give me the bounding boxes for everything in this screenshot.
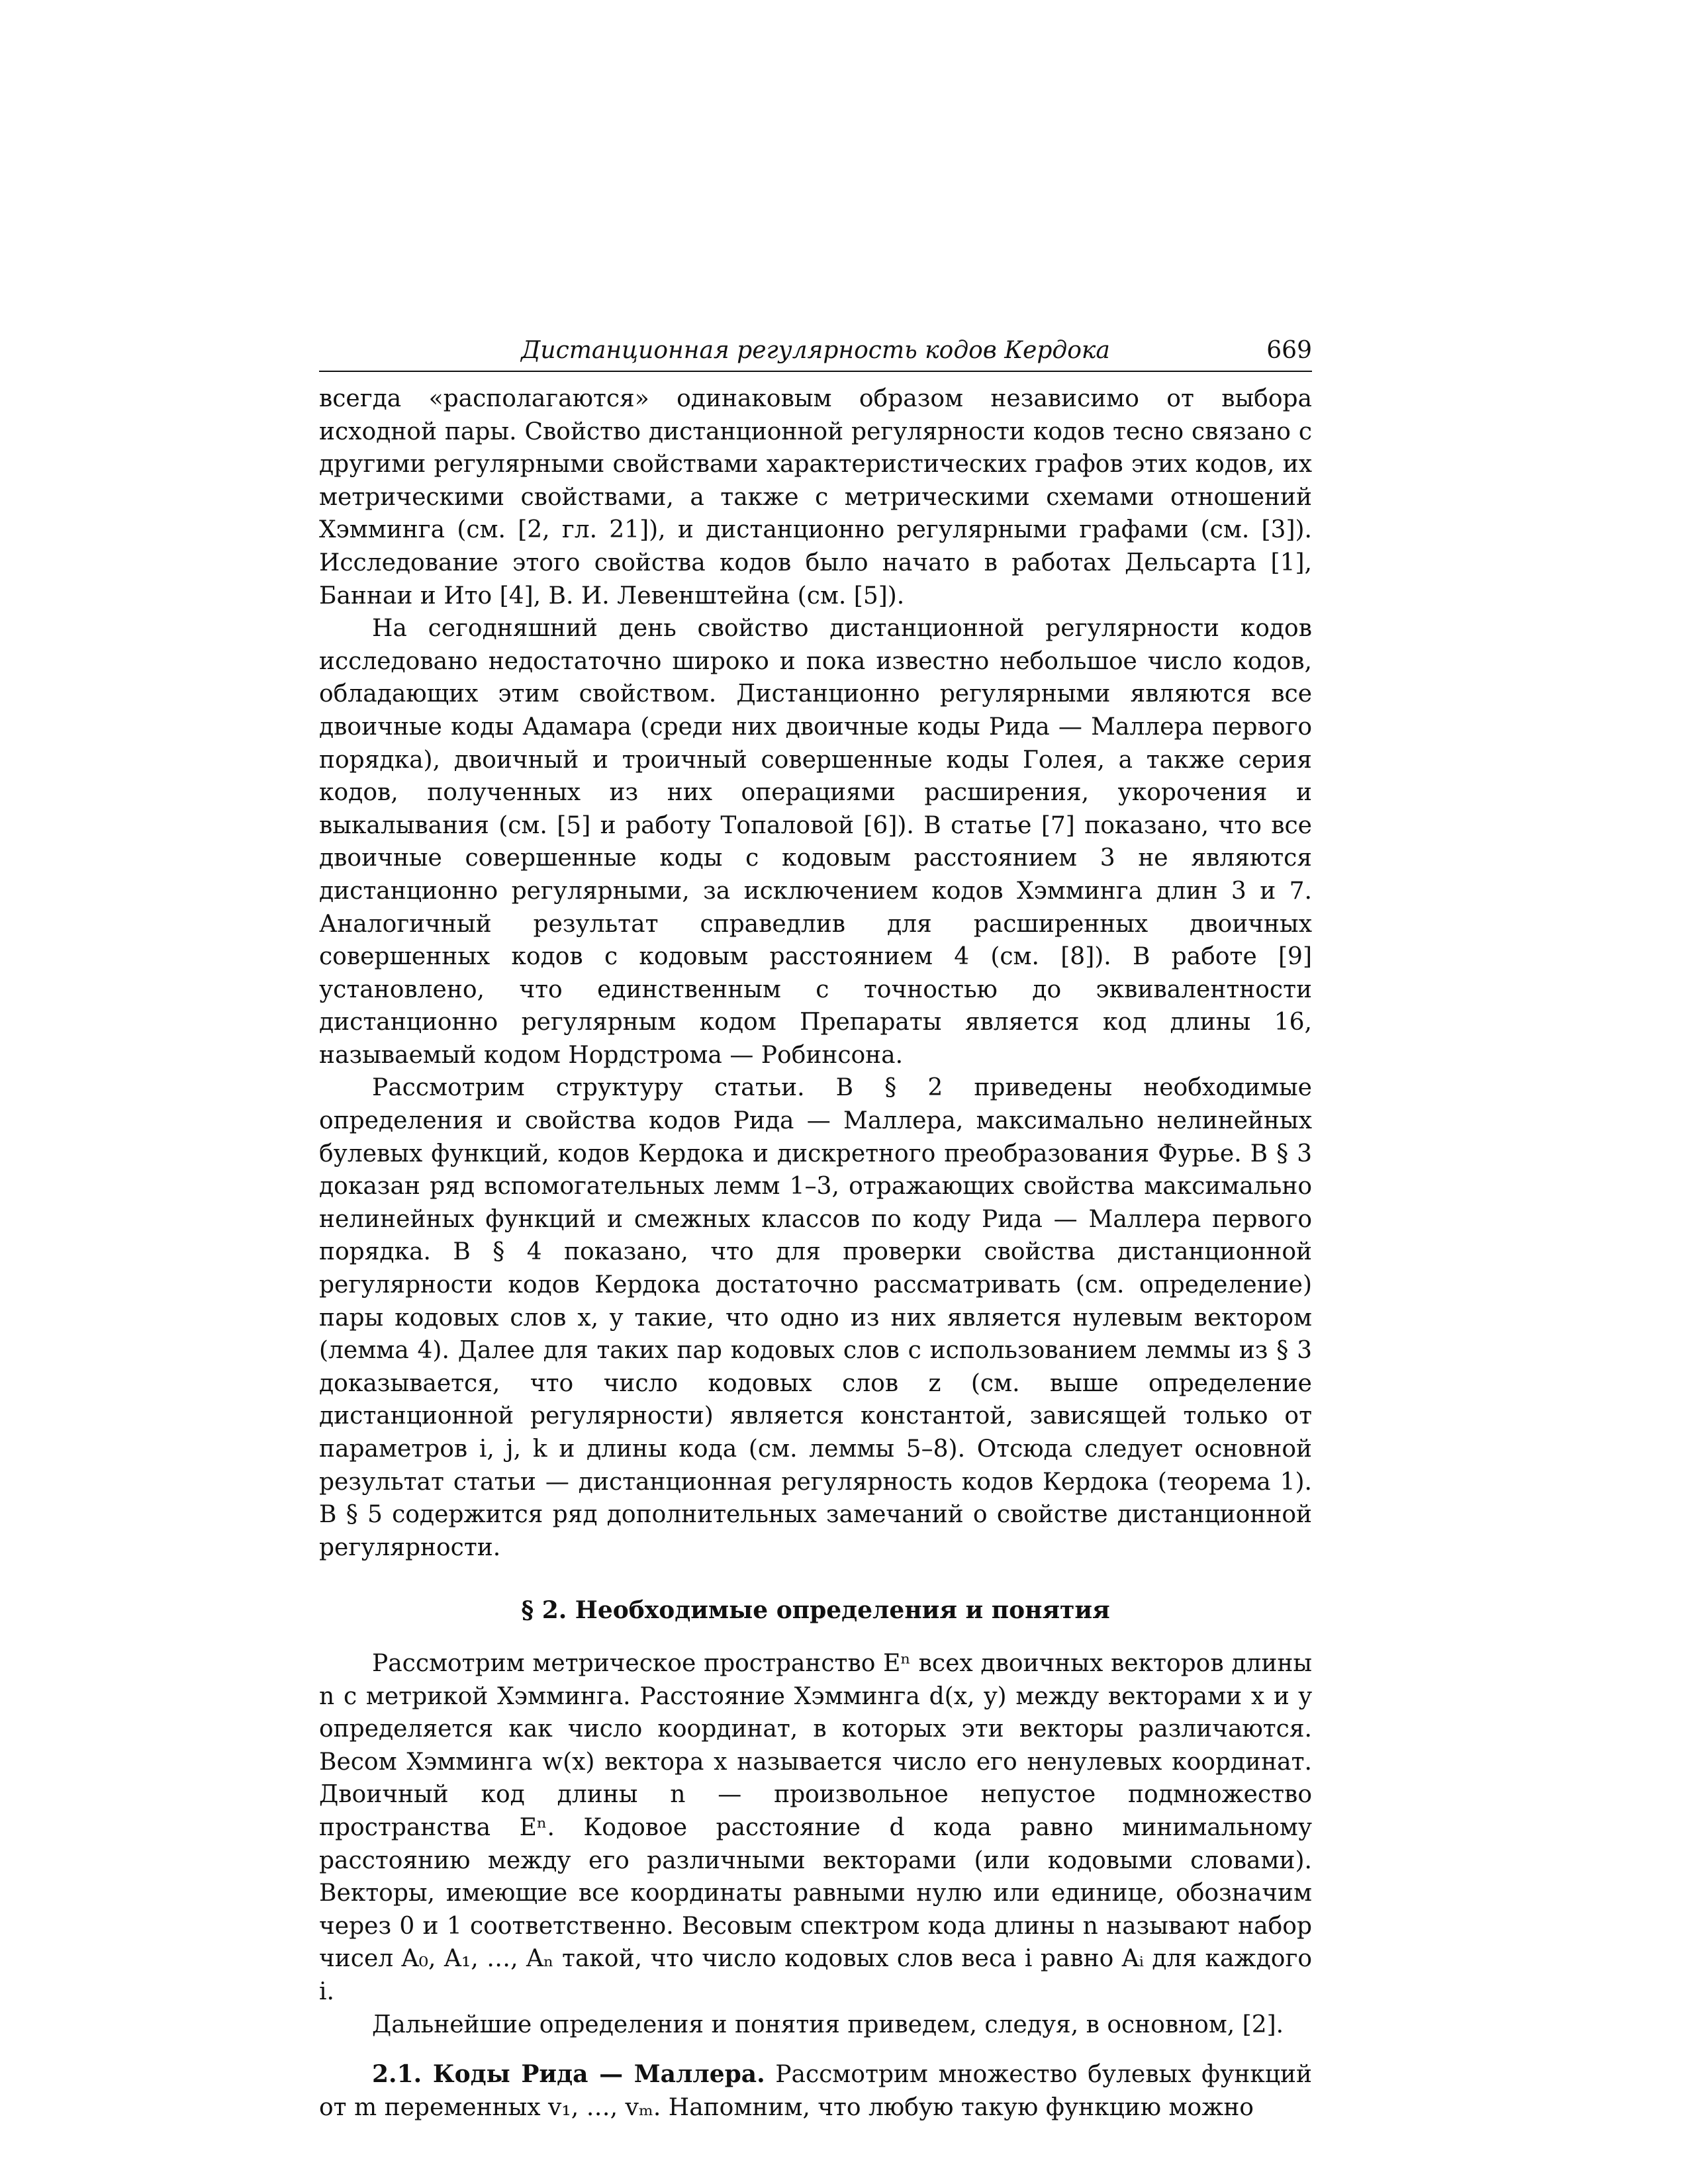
paragraph-5: Дальнейшие определения и понятия приведем, следуя, в основном, [2].: [372, 2011, 1284, 2038]
paragraph-1: всегда «располагаются» одинаковым образом независимо от выбора исходной пары. Свойство дистанционной регулярности кодов тесно связано с другими регулярными свойствами характеристических графов этих кодов, их метрическими свойствами, а также с метрическими схемами отношений Хэмминга (см. [2, гл. 21]), и дистанционно регулярными графами (см. [3]). Исследование этого свойства кодов было начато в работах Дельсарта [1], Баннаи и Ито [4], В. И. Левенштейна (см. [5]).: [319, 385, 1312, 610]
running-head: [319, 331, 1312, 372]
subsection-title: 2.1. Коды Рида — Маллера.: [372, 2060, 765, 2089]
section-heading: § 2. Необходимые определения и понятия: [521, 1596, 1110, 1625]
page-body: [319, 383, 1312, 2124]
running-title: Дистанционная регулярность кодов Кердока: [521, 337, 1110, 364]
paragraph-4: Рассмотрим метрическое пространство Eⁿ всех двоичных векторов длины n с метрикой Хэмминга. Расстояние Хэмминга d(x, y) между векторами x и y определяется как число координат, в которых эти векторы различаются. Весом Хэмминга w(x) вектора x называется число его ненулевых координат. Двоичный код длины n — произвольное непустое подмножество пространства Eⁿ. Кодовое расстояние d кода равно минимальному расстоянию между его различными векторами (или кодовыми словами). Векторы, имеющие все координаты равными нулю или единице, обозначим через 0 и 1 соответственно. Весовым спектром кода длины n называют набор чисел A₀, A₁, …, Aₙ такой, что число кодовых слов веса i равно Aᵢ для каждого i.: [319, 1649, 1312, 2005]
page: [319, 331, 1312, 2124]
page-number: 669: [1266, 337, 1312, 364]
paragraph-6-text: Рассмотрим множество булевых функций от m переменных v₁, …, vₘ. Напомним, что любую такую функцию можно: [319, 2061, 1313, 2121]
paragraph-6: [319, 2058, 1312, 2124]
paragraph-2: На сегодняшний день свойство дистанционной регулярности кодов исследовано недостаточно широко и пока известно небольшое число кодов, обладающих этим свойством. Дистанционно регулярными являются все двоичные коды Адамара (среди них двоичные коды Рида — Маллера первого порядка), двоичный и троичный совершенные коды Голея, а также серия кодов, полученных из них операциями расширения, укорочения и выкалывания (см. [5] и работу Топаловой [6]). В статье [7] показано, что все двоичные совершенные коды с кодовым расстоянием 3 не являются дистанционно регулярными, за исключением кодов Хэмминга длин 3 и 7. Аналогичный результат справедлив для расширенных двоичных совершенных кодов с кодовым расстоянием 4 (см. [8]). В работе [9] установлено, что единственным с точностью до эквивалентности дистанционно регулярным кодом Препараты является код длины 16, называемый кодом Нордстрома — Робинсона.: [319, 615, 1312, 1069]
paragraph-3: Рассмотрим структуру статьи. В § 2 приведены необходимые определения и свойства кодов Рида — Маллера, максимально нелинейных булевых функций, кодов Кердока и дискретного преобразования Фурье. В § 3 доказан ряд вспомогательных лемм 1–3, отражающих свойства максимально нелинейных функций и смежных классов по коду Рида — Маллера первого порядка. В § 4 показано, что для проверки свойства дистанционной регулярности кодов Кердока достаточно рассматривать (см. определение) пары кодовых слов x, y такие, что одно из них является нулевым вектором (лемма 4). Далее для таких пар кодовых слов с использованием леммы из § 3 доказывается, что число кодовых слов z (см. выше определение дистанционной регулярности) является константой, зависящей только от параметров i, j, k и длины кода (см. леммы 5–8). Отсюда следует основной результат статьи — дистанционная регулярность кодов Кердока (теорема 1). В § 5 содержится ряд дополнительных замечаний о свойстве дистанционной регулярности.: [319, 1074, 1312, 1561]
